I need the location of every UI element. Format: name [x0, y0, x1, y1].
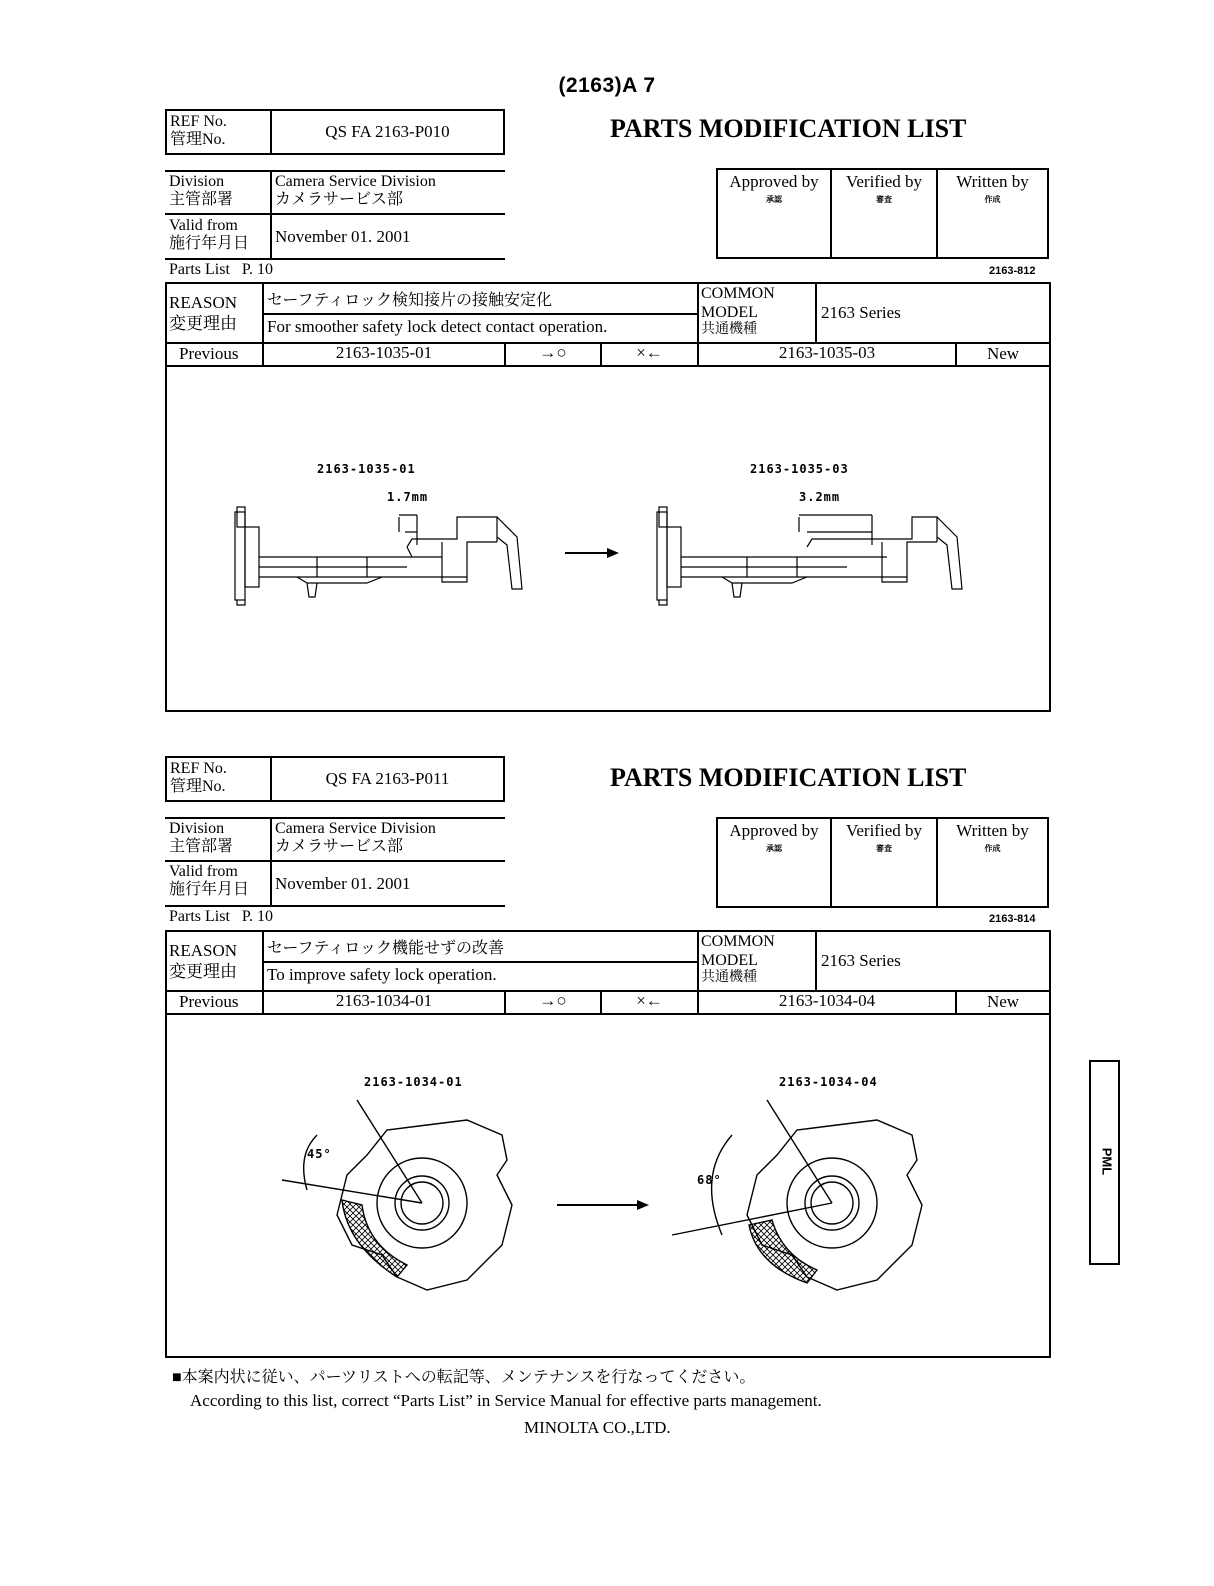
- reason-jp: セーフティロック検知接片の接触安定化: [267, 292, 552, 309]
- parts-list-label: Parts List: [169, 908, 230, 925]
- drawing-area: [165, 1013, 1051, 1358]
- division-label-en: Division: [169, 173, 225, 190]
- written-by-jp: 作成: [984, 195, 1001, 204]
- division-value-jp: カメラサービス部: [275, 838, 404, 855]
- new-label: New: [986, 992, 1020, 1011]
- verified-by-label: Verified by: [845, 821, 922, 840]
- valid-label-en: Valid from: [169, 863, 238, 880]
- reason-label-jp: 変更理由: [169, 314, 237, 333]
- angle-left: 45°: [307, 1147, 332, 1161]
- written-by-label: Written by: [956, 821, 1029, 840]
- new-part-number: 2163-1034-04: [778, 991, 876, 1010]
- footer-note-jp: ■本案内状に従い、パーツリストへの転記等、メンテナンスを行なってください。: [172, 1369, 756, 1386]
- division-label-en: Division: [169, 820, 225, 837]
- common-model: 2163 Series: [821, 951, 901, 970]
- written-by-jp: 作成: [984, 844, 1001, 853]
- gear-part-drawing: [167, 1015, 1049, 1356]
- parts-list-page: P. 10: [241, 908, 274, 925]
- drawing-right-label: 2163-1034-04: [779, 1075, 878, 1089]
- section-title: PARTS MODIFICATION LIST: [610, 114, 967, 143]
- approval-box: [716, 817, 1049, 908]
- dim-left: 1.7mm: [387, 490, 429, 504]
- dim-right: 3.2mm: [799, 490, 841, 504]
- division-value-en: Camera Service Division: [275, 173, 436, 190]
- valid-label-jp: 施行年月日: [169, 235, 250, 252]
- previous-label: Previous: [179, 992, 239, 1011]
- doc-code: 2163-814: [989, 913, 1036, 925]
- reason-table: [165, 930, 1051, 1015]
- ref-label-jp: 管理No.: [170, 131, 226, 148]
- verified-by-label: Verified by: [845, 172, 922, 191]
- division-label-jp: 主管部署: [169, 191, 234, 208]
- page-code: (2163)A 7: [558, 74, 656, 97]
- compat-back: ×←: [636, 343, 663, 362]
- new-label: New: [986, 344, 1020, 363]
- footer-note-en: According to this list, correct “Parts List” in Service Manual for effective parts management.: [190, 1391, 822, 1410]
- approved-by-jp: 承認: [766, 844, 782, 853]
- valid-date: November 01. 2001: [275, 227, 411, 246]
- common-model: 2163 Series: [821, 303, 901, 322]
- section-title: PARTS MODIFICATION LIST: [610, 763, 967, 792]
- compat-forward: →○: [539, 343, 567, 362]
- parts-list-label: Parts List: [169, 261, 230, 278]
- common-label-2: MODEL: [701, 304, 758, 321]
- arrow-right-icon: [557, 1200, 649, 1210]
- verified-by-jp: 審査: [876, 195, 892, 204]
- ref-number: QS FA 2163-P010: [325, 122, 450, 141]
- drawing-left-label: 2163-1034-01: [364, 1075, 463, 1089]
- previous-part-number: 2163-1035-01: [335, 343, 433, 362]
- old-gear-outline: [282, 1100, 512, 1290]
- reason-label-en: REASON: [169, 941, 238, 960]
- reason-label-en: REASON: [169, 293, 238, 312]
- ref-box: [165, 756, 505, 802]
- drawing-right-label: 2163-1035-03: [750, 462, 849, 476]
- approved-by-label: Approved by: [729, 821, 819, 840]
- reason-jp: セーフティロック機能せずの改善: [267, 940, 504, 957]
- previous-label: Previous: [179, 344, 239, 363]
- valid-label-en: Valid from: [169, 217, 238, 234]
- ref-label-jp: 管理No.: [170, 778, 226, 795]
- reason-en: To improve safety lock operation.: [267, 965, 497, 984]
- doc-code: 2163-812: [989, 265, 1036, 277]
- common-label-jp: 共通機種: [701, 322, 757, 337]
- side-tab: [1089, 1060, 1120, 1265]
- footer-company: MINOLTA CO.,LTD.: [524, 1418, 671, 1437]
- division-label-jp: 主管部署: [169, 838, 234, 855]
- common-label-2: MODEL: [701, 952, 758, 969]
- ref-label-en: REF No.: [170, 113, 227, 130]
- verified-by-jp: 審査: [876, 844, 892, 853]
- side-tab-label: PML: [1099, 1147, 1115, 1176]
- compat-back: ×←: [636, 991, 663, 1010]
- angle-right: 68°: [697, 1173, 722, 1187]
- new-gear-outline: [672, 1100, 922, 1290]
- reason-en: For smoother safety lock detect contact operation.: [267, 317, 608, 336]
- ref-number: QS FA 2163-P011: [325, 769, 450, 788]
- previous-part-number: 2163-1034-01: [335, 991, 433, 1010]
- common-label-1: COMMON: [701, 285, 775, 302]
- division-value-jp: カメラサービス部: [275, 191, 404, 208]
- compat-forward: →○: [539, 991, 567, 1010]
- drawing-left-label: 2163-1035-01: [317, 462, 416, 476]
- reason-label-jp: 変更理由: [169, 962, 237, 981]
- division-value-en: Camera Service Division: [275, 820, 436, 837]
- written-by-label: Written by: [956, 172, 1029, 191]
- approved-by-jp: 承認: [766, 195, 782, 204]
- common-label-1: COMMON: [701, 933, 775, 950]
- valid-date: November 01. 2001: [275, 874, 411, 893]
- valid-label-jp: 施行年月日: [169, 881, 250, 898]
- common-label-jp: 共通機種: [701, 970, 757, 985]
- approved-by-label: Approved by: [729, 172, 819, 191]
- ref-label-en: REF No.: [170, 760, 227, 777]
- new-part-number: 2163-1035-03: [778, 343, 876, 362]
- parts-list-page: P. 10: [241, 261, 274, 278]
